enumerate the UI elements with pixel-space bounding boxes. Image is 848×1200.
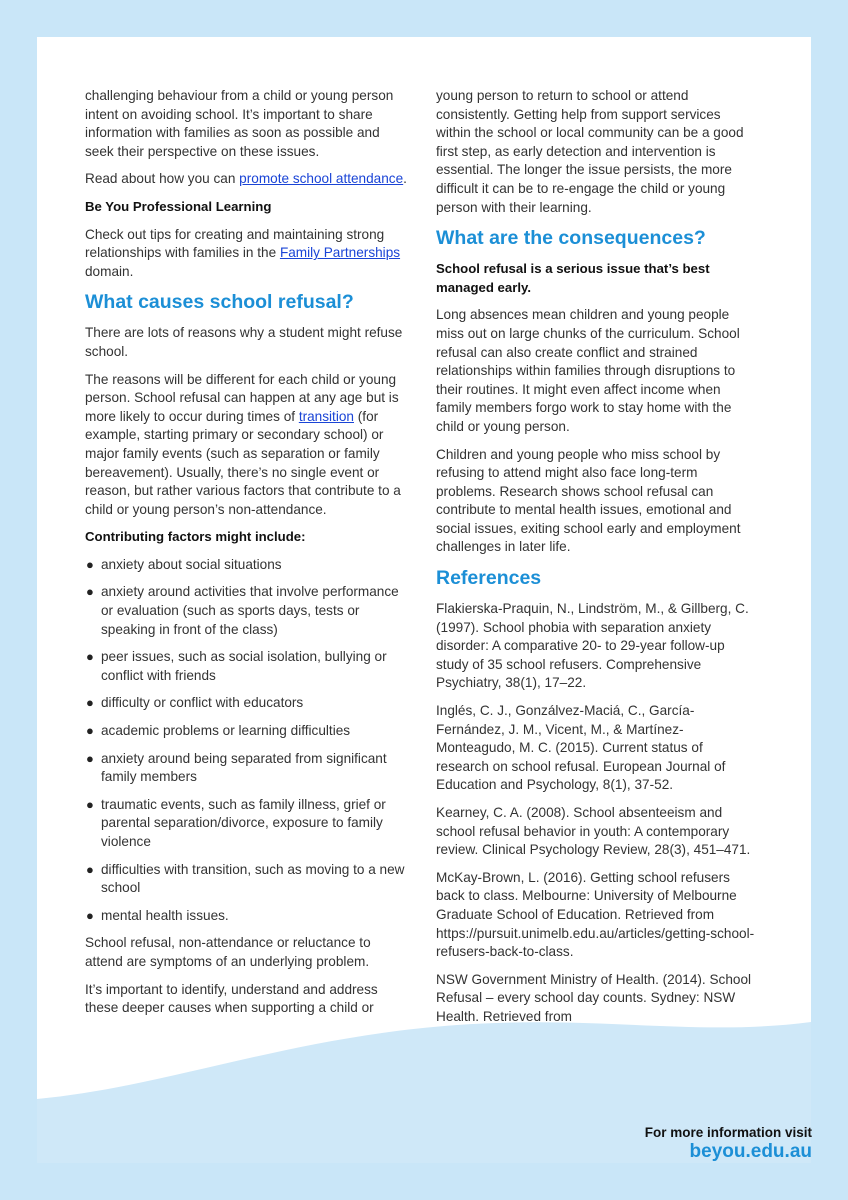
causes-heading: What causes school refusal? [85, 291, 354, 314]
consequences-paragraph-1: Long absences mean children and young people miss out on large chunks of the curriculum. School refusal can also create conflict and strained relationships within families through disruptions to their routines. It might even affect income when family members forgo work to stay home with the child or young person. [436, 307, 740, 434]
list-item-text: difficulty or conflict with educators [101, 695, 304, 711]
transition-link[interactable]: transition [298, 408, 354, 424]
bullet-icon: ● [86, 695, 94, 711]
consequences-paragraph-2: Children and young people who miss school by refusing to attend might also face long-term problems. Research shows school refusal can contribute to mental health issues, emotional and social issues, exiting school early and employment challenges in later life. [436, 446, 741, 555]
list-item [85, 722, 407, 741]
bullet-icon: ● [86, 649, 94, 665]
bullet-icon: ● [86, 556, 94, 572]
list-item [85, 907, 407, 926]
list-item-text: anxiety around activities that involve performance or evaluation (such as sports days, tests or speaking in front of the class) [101, 584, 399, 637]
footer-label: For more information visit [644, 1125, 812, 1140]
causes-text-end: (for example, starting primary or secondary school) or major family events (such as separation or family bereavement). Usually, there’s no single event or reason, but rather various factors that contribute to a child or young person’s non-attendance. [85, 408, 401, 517]
references-heading: References [436, 567, 542, 590]
bullet-icon: ● [86, 584, 94, 600]
intro-paragraph: challenging behaviour from a child or young person intent on avoiding school. It’s important to share information with families as soon as possible and seek their perspective on these issues. [85, 88, 394, 159]
bullet-icon: ● [86, 750, 94, 766]
list-item-text: mental health issues. [101, 907, 229, 923]
list-item [85, 648, 407, 685]
important-paragraph: It’s important to identify, understand and address these deeper causes when supporting a child or [85, 981, 378, 1016]
factors-list [85, 556, 407, 926]
list-item [85, 556, 407, 575]
factors-heading: Contributing factors might include: [85, 529, 306, 545]
symptoms-paragraph: School refusal, non-attendance or reluctance to attend are symptoms of an underlying problem. [85, 935, 371, 969]
read-about-end: . [403, 171, 407, 187]
list-item [85, 861, 407, 898]
causes-paragraph-1: There are lots of reasons why a student might refuse school. [85, 325, 403, 359]
read-about-text: Read about how you can [85, 171, 240, 187]
reference-item: McKay-Brown, L. (2016). Getting school refusers back to class. Melbourne: University of Melbourne Graduate School of Education. Retrieved from https://pursuit.unimelb.edu.au/articles/getting-school-refusers-back-to-class. [436, 869, 755, 960]
bullet-icon: ● [86, 796, 94, 812]
list-item-text: difficulties with transition, such as moving to a new school [101, 861, 405, 896]
bullet-icon: ● [86, 907, 94, 923]
professional-learning-heading: Be You Professional Learning [85, 198, 272, 214]
document-page [37, 37, 811, 1163]
footer-website-link[interactable]: beyou.edu.au [689, 1141, 812, 1162]
professional-learning-paragraph [85, 226, 407, 282]
consequences-subheading: School refusal is a serious issue that’s best managed early. [436, 261, 710, 295]
pl-text-end: domain. [85, 263, 134, 279]
consequences-heading: What are the consequences? [436, 227, 706, 250]
right-column [436, 87, 758, 1036]
list-item-text: peer issues, such as social isolation, bullying or conflict with friends [101, 649, 387, 683]
list-item [85, 694, 407, 713]
list-item [85, 796, 407, 852]
list-item-text: academic problems or learning difficulties [101, 723, 351, 739]
list-item-text: traumatic events, such as family illness, grief or parental separation/divorce, exposure to family violence [101, 796, 386, 849]
bullet-icon: ● [86, 723, 94, 739]
reference-item: Flakierska-Praquin, N., Lindström, M., & Gillberg, C. (1997). School phobia with separation anxiety disorder: A comparative 20- to 29-year follow-up study of 35 school refusers. Comprehensive Psychiatry, 38(1), 17–22. [436, 601, 749, 691]
family-partnerships-link[interactable]: Family Partnerships [279, 245, 401, 261]
causes-paragraph-2 [85, 371, 407, 520]
causes-text: The reasons will be different for each child or young person. School refusal can happen at any age but is more likely to occur during times of [85, 371, 399, 424]
list-item [85, 750, 407, 787]
promote-attendance-link[interactable]: promote school attendance [239, 171, 404, 187]
list-item [85, 583, 407, 639]
reference-item: NSW Government Ministry of Health. (2014). School Refusal – every school day counts. Sydney: NSW Health. Retrieved from [436, 971, 752, 1024]
continued-paragraph: young person to return to school or attend consistently. Getting help from support services within the school or local community can be a good first step, as early detection and intervention is essential. The longer the issue persists, the more difficult it can be to re-engage the child or young person with their learning. [436, 88, 744, 215]
list-item-text: anxiety about social situations [101, 556, 282, 572]
reference-item: Kearney, C. A. (2008). School absenteeism and school refusal behavior in youth: A contemporary review. Clinical Psychology Review, 28(3), 451–471. [436, 805, 751, 858]
left-column [85, 87, 407, 1027]
list-item-text: anxiety around being separated from significant family members [101, 750, 387, 785]
bullet-icon: ● [86, 861, 94, 877]
read-about-paragraph [85, 170, 407, 189]
pl-text: Check out tips for creating and maintaining strong relationships with families in the [85, 226, 385, 261]
reference-item: Inglés, C. J., Gonzálvez-Maciá, C., García-Fernández, J. M., Vicent, M., & Martínez-Monteagudo, M. C. (2015). Current status of research on school refusal. European Journal of Education and Psychology, 8(1), 37-52. [436, 703, 726, 793]
